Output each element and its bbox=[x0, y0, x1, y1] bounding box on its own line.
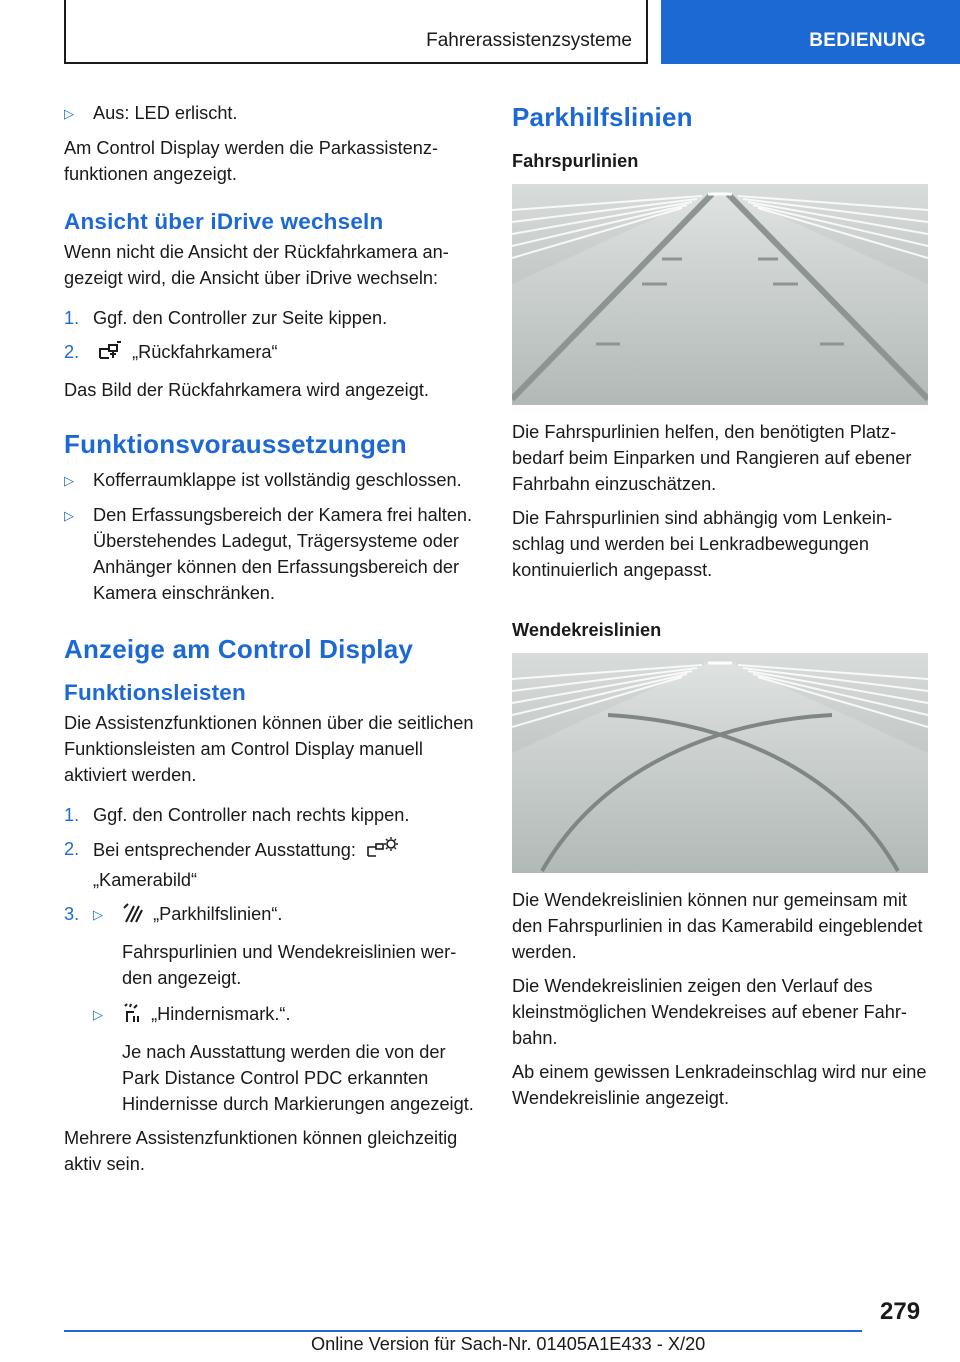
list-item-text: Kofferraumklappe ist vollständig geschlossen. bbox=[93, 470, 462, 490]
sub-list-item bbox=[93, 901, 479, 991]
list-item bbox=[64, 100, 479, 127]
heading-fahrspurlinien: Fahrspurlinien bbox=[512, 151, 639, 171]
left-column bbox=[64, 100, 479, 1185]
paragraph: Die Fahrspurlinien sind abhängig vom Lenkeinschlag und werden bei Lenkradbewegungen kontinuierlich angepasst. bbox=[512, 508, 893, 580]
list-item bbox=[64, 502, 479, 606]
list-item-text: Ggf. den Controller nach rechts kippen. bbox=[93, 805, 410, 825]
sub-list-item-text: „Hindernismark.“. bbox=[151, 1004, 291, 1024]
heading-anzeige: Anzeige am Control Display bbox=[64, 634, 414, 664]
heading-wendekreislinien: Wendekreislinien bbox=[512, 620, 662, 640]
obstacle-marking-icon bbox=[122, 1002, 142, 1031]
step-number: 2. bbox=[64, 839, 80, 859]
paragraph: Ab einem gewissen Lenkradeinschlag wird nur eine Wendekreislinie angezeigt. bbox=[512, 1062, 927, 1108]
triangle-right-icon: ▷ bbox=[93, 907, 103, 922]
list-item-text: Bei entsprechender Ausstattung: bbox=[93, 840, 356, 860]
triangle-right-icon: ▷ bbox=[64, 473, 74, 488]
triangle-right-icon: ▷ bbox=[93, 1007, 103, 1022]
heading-funktionsleisten: Funktionsleisten bbox=[64, 680, 246, 705]
parking-lines-icon bbox=[122, 902, 144, 931]
list-item bbox=[64, 467, 479, 494]
triangle-right-icon: ▷ bbox=[64, 508, 74, 523]
paragraph: Die Assistenzfunktionen können über die seitlichen Funktionsleisten am Control Display manuell aktiviert werden. bbox=[64, 713, 474, 785]
sub-list-item bbox=[93, 1001, 479, 1117]
rear-camera-icon bbox=[97, 340, 123, 369]
list-item bbox=[64, 836, 479, 893]
heading-ansicht: Ansicht über iDrive wechseln bbox=[64, 209, 384, 234]
footer-divider bbox=[64, 1330, 862, 1332]
step-number: 2. bbox=[64, 342, 80, 362]
paragraph: Die Fahrspurlinien helfen, den benötigten Platzbedarf beim Einparken und Rangieren auf ebener Fahrbahn einzuschätzen. bbox=[512, 422, 912, 494]
figure-wendekreislinien bbox=[512, 653, 928, 873]
step-number: 1. bbox=[64, 308, 80, 328]
sub-list-item-text: „Parkhilfslinien“. bbox=[153, 904, 283, 924]
camera-settings-icon bbox=[365, 836, 399, 867]
sub-list-item-desc: Je nach Ausstattung werden die von der Park Distance Control PDC erkannten Hindernisse durch Markierungen angezeigt. bbox=[122, 1042, 474, 1114]
footer-online-version: Online Version für Sach-Nr. 01405A1E433 - X/20 bbox=[311, 1334, 706, 1354]
page-number: 279 bbox=[880, 1298, 921, 1325]
sub-list-item-desc: Fahrspurlinien und Wendekreislinien werden angezeigt. bbox=[122, 942, 457, 988]
triangle-right-icon: ▷ bbox=[64, 106, 74, 121]
list-item-text: Ggf. den Controller zur Seite kippen. bbox=[93, 308, 388, 328]
section-title: BEDIENUNG bbox=[809, 30, 926, 51]
step-number: 1. bbox=[64, 805, 80, 825]
paragraph: Die Wendekreislinien zeigen den Verlauf des kleinstmöglichen Wendekreises auf ebener Fahrbahn. bbox=[512, 976, 907, 1048]
list-item bbox=[64, 802, 479, 828]
list-item-text-2: „Kamerabild“ bbox=[93, 870, 198, 890]
list-item bbox=[64, 305, 479, 331]
header-title-box bbox=[64, 0, 648, 64]
list-item-text: „Rückfahrkamera“ bbox=[132, 342, 278, 362]
chapter-title: Fahrerassistenzsysteme bbox=[426, 30, 632, 51]
heading-funktionsvoraussetzungen: Funktionsvoraussetzungen bbox=[64, 429, 407, 459]
paragraph: Die Wendekreislinien können nur gemeinsam mit den Fahrspurlinien in das Kamerabild eingeblendet werden. bbox=[512, 890, 923, 962]
right-column bbox=[512, 100, 928, 1119]
list-item-text: Den Erfassungsbereich der Kamera frei halten. Überstehendes Ladegut, Trägersysteme oder Anhänger können den Erfassungsbereich der Kamera einschränken. bbox=[93, 505, 473, 603]
heading-parkhilfslinien: Parkhilfslinien bbox=[512, 102, 693, 132]
paragraph: Am Control Display werden die Parkassistenzfunktionen angezeigt. bbox=[64, 138, 439, 184]
list-item bbox=[64, 339, 479, 369]
list-item bbox=[64, 901, 479, 1117]
paragraph: Wenn nicht die Ansicht der Rückfahrkamera angezeigt wird, die Ansicht über iDrive wechseln: bbox=[64, 242, 449, 288]
step-number: 3. bbox=[64, 904, 80, 924]
paragraph: Mehrere Assistenzfunktionen können gleichzeitig aktiv sein. bbox=[64, 1128, 458, 1174]
list-item-text: Aus: LED erlischt. bbox=[93, 103, 238, 123]
figure-fahrspurlinien bbox=[512, 184, 928, 405]
header-section-box bbox=[661, 0, 960, 64]
paragraph: Das Bild der Rückfahrkamera wird angezeigt. bbox=[64, 380, 429, 400]
